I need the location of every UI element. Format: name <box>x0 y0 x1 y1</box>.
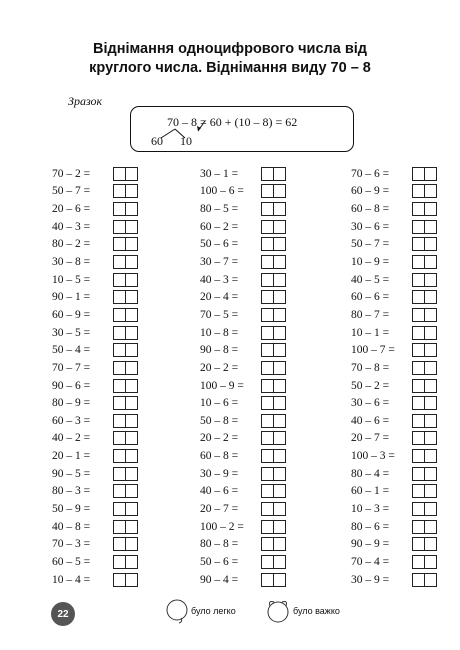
answer-digit-box[interactable] <box>273 184 286 198</box>
exercise-row <box>200 306 310 324</box>
exercise-row <box>351 306 460 324</box>
hard-label: було важко <box>293 606 340 616</box>
exercise-row <box>200 500 310 518</box>
exercise-expression: 70 – 5 = <box>200 308 239 321</box>
exercise-expression: 60 – 8 = <box>351 203 390 216</box>
answer-digit-box[interactable] <box>125 414 138 428</box>
exercise-row <box>52 200 162 218</box>
exercise-expression: 80 – 4 = <box>351 467 390 480</box>
exercise-expression: 50 – 8 = <box>200 414 239 427</box>
answer-digit-box[interactable] <box>273 343 286 357</box>
exercise-expression: 90 – 4 = <box>200 573 239 586</box>
exercise-expression: 30 – 6 = <box>351 220 390 233</box>
exercise-row <box>200 535 310 553</box>
exercise-expression: 30 – 9 = <box>200 467 239 480</box>
exercise-row <box>200 165 310 183</box>
exercise-row <box>200 271 310 289</box>
answer-digit-box[interactable] <box>125 326 138 340</box>
exercise-row <box>200 236 310 254</box>
title-line-2: круглого числа. Віднімання виду 70 – 8 <box>89 60 371 76</box>
exercise-expression: 20 – 7 = <box>351 432 390 445</box>
exercise-row <box>52 218 162 236</box>
sample-split-right: 10 <box>180 134 192 148</box>
exercise-row <box>52 165 162 183</box>
answer-digit-box[interactable] <box>273 555 286 569</box>
exercise-expression: 10 – 5 = <box>52 273 91 286</box>
exercise-expression: 60 – 6 = <box>351 291 390 304</box>
answer-digit-box[interactable] <box>424 502 437 516</box>
exercise-expression: 80 – 6 = <box>351 520 390 533</box>
exercise-row <box>351 288 460 306</box>
answer-digit-box[interactable] <box>424 184 437 198</box>
exercise-expression: 30 – 5 = <box>52 326 91 339</box>
sample-equation: 70 – 8 = 60 + (10 – 8) = 62 <box>167 115 298 129</box>
exercise-expression: 20 – 1 = <box>52 450 91 463</box>
exercise-row <box>52 447 162 465</box>
exercise-expression: 100 – 6 = <box>200 185 244 198</box>
sample-split-left: 60 <box>151 134 163 148</box>
exercise-row <box>200 253 310 271</box>
exercise-row <box>52 359 162 377</box>
exercise-expression: 30 – 8 = <box>52 256 91 269</box>
answer-digit-box[interactable] <box>125 555 138 569</box>
exercise-row <box>351 271 460 289</box>
exercise-row <box>52 465 162 483</box>
answer-digit-box[interactable] <box>125 220 138 234</box>
exercise-expression: 40 – 2 = <box>52 432 91 445</box>
exercise-expression: 10 – 6 = <box>200 397 239 410</box>
exercise-expression: 20 – 2 = <box>200 361 239 374</box>
exercise-expression: 70 – 7 = <box>52 361 91 374</box>
exercise-expression: 70 – 2 = <box>52 167 91 180</box>
exercise-row <box>200 183 310 201</box>
exercise-expression: 40 – 5 = <box>351 273 390 286</box>
answer-digit-box[interactable] <box>125 537 138 551</box>
exercise-expression: 80 – 3 = <box>52 485 91 498</box>
exercise-row <box>52 500 162 518</box>
answer-digit-box[interactable] <box>273 202 286 216</box>
exercise-expression: 80 – 8 = <box>200 538 239 551</box>
exercise-expression: 90 – 1 = <box>52 291 91 304</box>
exercise-expression: 30 – 1 = <box>200 167 239 180</box>
answer-digit-box[interactable] <box>125 573 138 587</box>
answer-digit-box[interactable] <box>273 449 286 463</box>
exercise-row <box>52 253 162 271</box>
answer-digit-box[interactable] <box>125 202 138 216</box>
answer-digit-box[interactable] <box>125 431 138 445</box>
answer-digit-box[interactable] <box>424 467 437 481</box>
answer-digit-box[interactable] <box>424 484 437 498</box>
answer-digit-box[interactable] <box>125 502 138 516</box>
exercise-expression: 100 – 3 = <box>351 450 395 463</box>
answer-digit-box[interactable] <box>424 326 437 340</box>
exercise-row <box>351 483 460 501</box>
answer-digit-box[interactable] <box>424 290 437 304</box>
exercise-row <box>351 394 460 412</box>
exercise-expression: 100 – 9 = <box>200 379 244 392</box>
answer-digit-box[interactable] <box>125 343 138 357</box>
answer-digit-box[interactable] <box>125 379 138 393</box>
answer-digit-box[interactable] <box>273 537 286 551</box>
exercise-expression: 60 – 9 = <box>52 308 91 321</box>
exercise-expression: 80 – 2 = <box>52 238 91 251</box>
exercise-row <box>52 571 162 589</box>
exercise-row <box>351 236 460 254</box>
exercise-expression: 100 – 7 = <box>351 344 395 357</box>
exercise-column-1 <box>52 165 162 588</box>
exercise-expression: 90 – 5 = <box>52 467 91 480</box>
exercise-row <box>351 412 460 430</box>
answer-digit-box[interactable] <box>125 308 138 322</box>
exercise-expression: 80 – 5 = <box>200 203 239 216</box>
exercise-expression: 90 – 6 = <box>52 379 91 392</box>
exercise-row <box>351 165 460 183</box>
answer-digit-box[interactable] <box>273 167 286 181</box>
exercise-row <box>52 341 162 359</box>
answer-digit-box[interactable] <box>424 449 437 463</box>
exercise-expression: 20 – 4 = <box>200 291 239 304</box>
answer-digit-box[interactable] <box>424 202 437 216</box>
easy-label: було легко <box>191 606 236 616</box>
exercise-expression: 40 – 3 = <box>52 220 91 233</box>
answer-digit-box[interactable] <box>424 255 437 269</box>
answer-digit-box[interactable] <box>424 273 437 287</box>
answer-digit-box[interactable] <box>125 467 138 481</box>
exercise-row <box>52 535 162 553</box>
exercise-expression: 30 – 7 = <box>200 256 239 269</box>
exercise-row <box>351 341 460 359</box>
exercise-row <box>52 518 162 536</box>
exercise-expression: 60 – 5 = <box>52 555 91 568</box>
sample-label: Зразок <box>68 94 103 108</box>
exercise-row <box>200 218 310 236</box>
answer-digit-box[interactable] <box>424 361 437 375</box>
exercise-row <box>52 288 162 306</box>
answer-digit-box[interactable] <box>424 220 437 234</box>
exercise-row <box>200 412 310 430</box>
answer-digit-box[interactable] <box>125 167 138 181</box>
exercise-row <box>200 430 310 448</box>
exercise-expression: 50 – 7 = <box>52 185 91 198</box>
exercise-expression: 70 – 6 = <box>351 167 390 180</box>
exercise-expression: 70 – 8 = <box>351 361 390 374</box>
answer-digit-box[interactable] <box>125 484 138 498</box>
exercise-row <box>351 535 460 553</box>
answer-digit-box[interactable] <box>125 520 138 534</box>
exercise-row <box>52 183 162 201</box>
exercise-row <box>200 288 310 306</box>
exercise-expression: 60 – 3 = <box>52 414 91 427</box>
exercise-expression: 40 – 6 = <box>351 414 390 427</box>
exercise-row <box>200 377 310 395</box>
exercise-row <box>52 412 162 430</box>
exercise-row <box>52 394 162 412</box>
answer-digit-box[interactable] <box>424 414 437 428</box>
answer-digit-box[interactable] <box>273 502 286 516</box>
exercise-expression: 60 – 2 = <box>200 220 239 233</box>
answer-digit-box[interactable] <box>273 220 286 234</box>
exercise-expression: 30 – 9 = <box>351 573 390 586</box>
exercise-row <box>351 500 460 518</box>
exercise-row <box>351 183 460 201</box>
exercise-row <box>52 271 162 289</box>
exercise-row <box>200 324 310 342</box>
easy-face-outline-icon <box>165 598 189 624</box>
exercise-row <box>351 218 460 236</box>
exercise-row <box>52 306 162 324</box>
answer-digit-box[interactable] <box>125 255 138 269</box>
exercise-expression: 40 – 8 = <box>52 520 91 533</box>
exercise-row <box>351 447 460 465</box>
exercise-expression: 10 – 3 = <box>351 502 390 515</box>
answer-digit-box[interactable] <box>125 273 138 287</box>
answer-digit-box[interactable] <box>125 396 138 410</box>
exercise-row <box>200 465 310 483</box>
answer-digit-box[interactable] <box>125 290 138 304</box>
exercise-expression: 50 – 9 = <box>52 502 91 515</box>
answer-digit-box[interactable] <box>273 326 286 340</box>
answer-digit-box[interactable] <box>273 290 286 304</box>
exercise-expression: 20 – 7 = <box>200 502 239 515</box>
exercise-row <box>200 341 310 359</box>
exercise-expression: 100 – 2 = <box>200 520 244 533</box>
answer-digit-box[interactable] <box>273 379 286 393</box>
answer-digit-box[interactable] <box>424 537 437 551</box>
easy-rating <box>165 598 236 624</box>
page-number: 22 <box>51 602 75 626</box>
answer-digit-box[interactable] <box>424 431 437 445</box>
exercise-row <box>351 518 460 536</box>
exercise-row <box>351 377 460 395</box>
answer-digit-box[interactable] <box>273 520 286 534</box>
exercise-row <box>52 430 162 448</box>
exercise-expression: 50 – 6 = <box>200 555 239 568</box>
answer-digit-box[interactable] <box>424 167 437 181</box>
exercise-expression: 70 – 4 = <box>351 555 390 568</box>
answer-digit-box[interactable] <box>273 255 286 269</box>
answer-digit-box[interactable] <box>273 467 286 481</box>
exercise-expression: 80 – 9 = <box>52 397 91 410</box>
exercise-column-3 <box>351 165 460 588</box>
title-line-1: Віднімання одноцифрового числа від <box>93 41 367 57</box>
answer-digit-box[interactable] <box>424 396 437 410</box>
exercise-row <box>52 236 162 254</box>
exercise-row <box>200 359 310 377</box>
answer-digit-box[interactable] <box>424 573 437 587</box>
exercise-row <box>52 483 162 501</box>
exercise-row <box>351 430 460 448</box>
exercise-expression: 90 – 8 = <box>200 344 239 357</box>
exercise-row <box>200 553 310 571</box>
answer-digit-box[interactable] <box>125 237 138 251</box>
exercise-row <box>351 465 460 483</box>
exercise-expression: 70 – 3 = <box>52 538 91 551</box>
exercise-expression: 50 – 6 = <box>200 238 239 251</box>
exercise-expression: 40 – 3 = <box>200 273 239 286</box>
exercise-expression: 80 – 7 = <box>351 308 390 321</box>
page-title <box>0 40 460 78</box>
answer-digit-box[interactable] <box>424 237 437 251</box>
answer-digit-box[interactable] <box>273 308 286 322</box>
exercise-expression: 20 – 2 = <box>200 432 239 445</box>
exercise-expression: 10 – 8 = <box>200 326 239 339</box>
exercise-row <box>200 200 310 218</box>
exercise-row <box>351 359 460 377</box>
answer-digit-box[interactable] <box>273 431 286 445</box>
exercise-column-2 <box>200 165 310 588</box>
exercise-expression: 40 – 6 = <box>200 485 239 498</box>
hard-rating <box>265 598 340 624</box>
exercise-expression: 50 – 4 = <box>52 344 91 357</box>
answer-digit-box[interactable] <box>273 414 286 428</box>
exercise-row <box>351 324 460 342</box>
exercise-expression: 10 – 9 = <box>351 256 390 269</box>
answer-digit-box[interactable] <box>273 273 286 287</box>
answer-digit-box[interactable] <box>424 520 437 534</box>
exercise-row <box>200 394 310 412</box>
answer-digit-box[interactable] <box>125 361 138 375</box>
answer-digit-box[interactable] <box>424 379 437 393</box>
exercise-row <box>351 200 460 218</box>
hard-face-outline-icon <box>265 598 291 624</box>
exercise-row <box>52 324 162 342</box>
exercise-expression: 10 – 4 = <box>52 573 91 586</box>
exercise-expression: 60 – 1 = <box>351 485 390 498</box>
exercise-row <box>351 553 460 571</box>
exercise-expression: 50 – 7 = <box>351 238 390 251</box>
exercise-row <box>52 377 162 395</box>
answer-digit-box[interactable] <box>125 449 138 463</box>
exercise-expression: 10 – 1 = <box>351 326 390 339</box>
answer-digit-box[interactable] <box>424 555 437 569</box>
exercise-row <box>351 253 460 271</box>
answer-digit-box[interactable] <box>273 573 286 587</box>
answer-digit-box[interactable] <box>273 484 286 498</box>
exercise-expression: 20 – 6 = <box>52 203 91 216</box>
answer-digit-box[interactable] <box>273 361 286 375</box>
answer-digit-box[interactable] <box>273 396 286 410</box>
answer-digit-box[interactable] <box>273 237 286 251</box>
exercise-row <box>200 447 310 465</box>
exercise-expression: 50 – 2 = <box>351 379 390 392</box>
answer-digit-box[interactable] <box>125 184 138 198</box>
answer-digit-box[interactable] <box>424 308 437 322</box>
exercise-expression: 90 – 9 = <box>351 538 390 551</box>
exercise-expression: 60 – 8 = <box>200 450 239 463</box>
exercise-expression: 60 – 9 = <box>351 185 390 198</box>
exercise-row <box>200 571 310 589</box>
sample-box <box>130 106 354 152</box>
exercise-row <box>200 518 310 536</box>
exercise-row <box>351 571 460 589</box>
exercise-expression: 30 – 6 = <box>351 397 390 410</box>
exercise-row <box>52 553 162 571</box>
exercise-row <box>200 483 310 501</box>
answer-digit-box[interactable] <box>424 343 437 357</box>
